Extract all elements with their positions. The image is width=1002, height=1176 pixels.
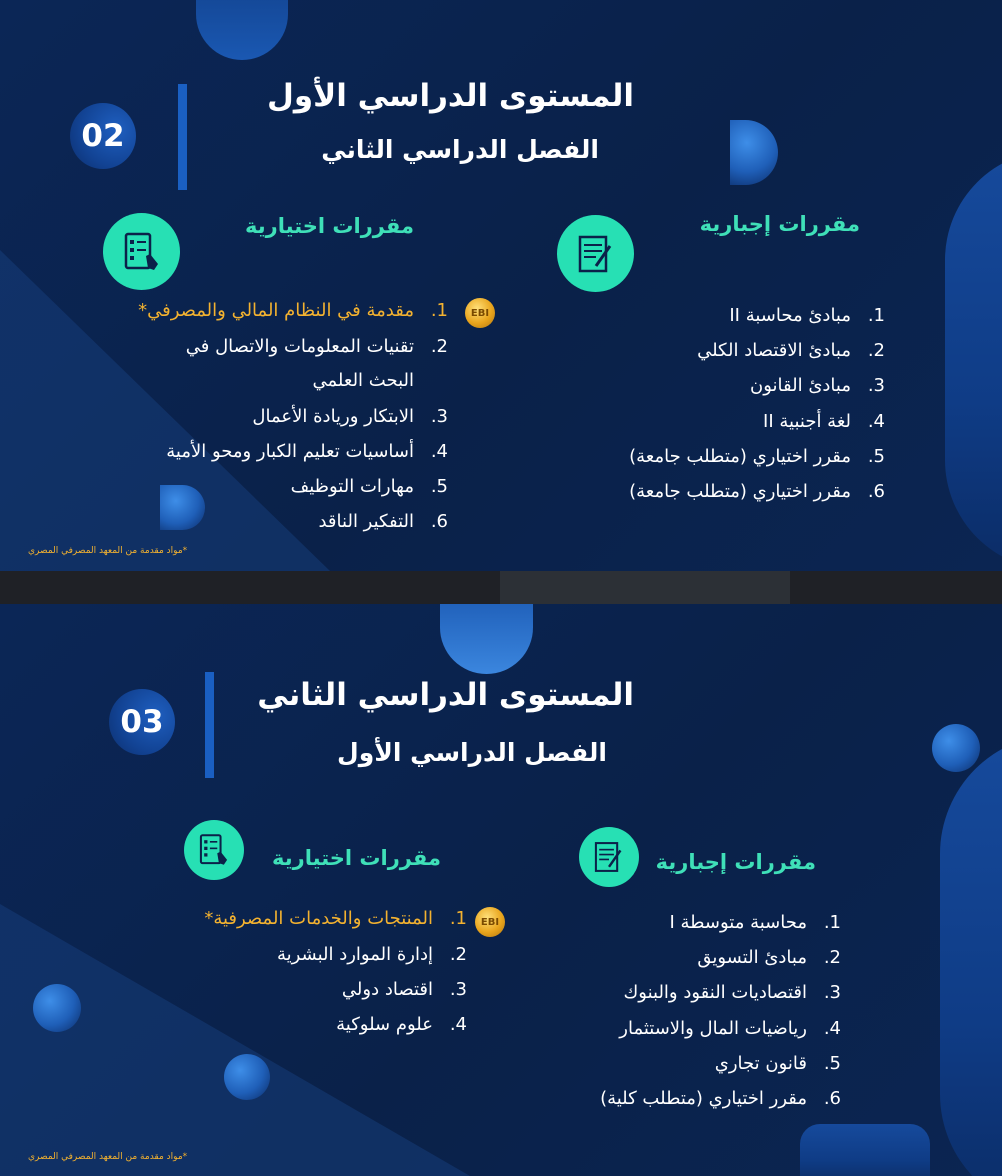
list-item: 5.قانون تجاري [714,1053,841,1074]
document-pen-icon [579,827,639,887]
ebi-badge: EBI [465,298,495,328]
list-item: 2.مبادئ التسويق [697,947,841,968]
document-pen-icon [557,215,634,292]
decor-panel [940,734,1002,1176]
list-item: 6.مقرر اختياري (متطلب جامعة) [629,481,885,502]
list-item-highlighted: 1.المنتجات والخدمات المصرفية* [204,908,467,929]
list-item: 1.مبادئ محاسبة II [729,305,885,326]
slide-separator [0,571,1002,604]
slide-level1-semester2 [0,0,1002,571]
list-item: 2.تقنيات المعلومات والاتصال في [185,336,448,357]
list-item: 4.علوم سلوكية [336,1014,467,1035]
list-item: 2.مبادئ الاقتصاد الكلي [697,340,885,361]
semester-title: الفصل الدراسي الأول [337,738,607,767]
list-item: 5.مقرر اختياري (متطلب جامعة) [629,446,885,467]
footnote: *مواد مقدمة من المعهد المصرفي المصري [28,1152,188,1162]
decor-halfcircle [730,120,778,185]
decor-arc [440,604,533,674]
level-title: المستوى الدراسي الثاني [257,677,634,713]
list-item: 6.مقرر اختياري (متطلب كلية) [600,1088,841,1109]
list-item: 3.اقتصاديات النقود والبنوك [623,982,841,1003]
slide-level2-semester1 [0,604,1002,1176]
list-item: 4.لغة أجنبية II [763,411,885,432]
section-number: 02 [70,103,136,169]
decor-circle [932,724,980,772]
list-item-continuation: البحث العلمي [312,370,414,391]
elective-list [167,908,467,1048]
decor-arc [196,0,288,60]
mandatory-heading: مقررات إجبارية [699,212,860,236]
title-divider [178,84,187,190]
semester-title: الفصل الدراسي الثاني [321,135,599,164]
mandatory-heading: مقررات إجبارية [655,850,816,874]
footnote: *مواد مقدمة من المعهد المصرفي المصري [28,546,188,556]
checklist-hand-icon [103,213,180,290]
decor-circle [33,984,81,1032]
list-item: 4.أساسيات تعليم الكبار ومحو الأمية [166,441,448,462]
elective-heading: مقررات اختيارية [272,846,441,870]
mandatory-list [511,912,841,1112]
mandatory-list [585,305,885,505]
section-number: 03 [109,689,175,755]
ebi-badge: EBI [475,907,505,937]
list-item-highlighted: 1.مقدمة في النظام المالي والمصرفي* [138,300,448,321]
list-item: 4.رياضيات المال والاستثمار [619,1018,841,1039]
elective-heading: مقررات اختيارية [245,214,414,238]
list-item: 5.مهارات التوظيف [290,476,448,497]
level-title: المستوى الدراسي الأول [266,78,634,114]
list-item: 1.محاسبة متوسطة I [669,912,841,933]
elective-list [108,300,448,540]
list-item: 2.إدارة الموارد البشرية [276,944,467,965]
decor-panel [945,150,1002,570]
checklist-hand-icon [184,820,244,880]
list-item: 3.مبادئ القانون [750,375,885,396]
decor-block [800,1124,930,1176]
list-item: 3.اقتصاد دولي [341,979,467,1000]
list-item: 3.الابتكار وريادة الأعمال [252,406,448,427]
decor-circle [224,1054,270,1100]
list-item: 6.التفكير الناقد [318,511,448,532]
title-divider [205,672,214,778]
